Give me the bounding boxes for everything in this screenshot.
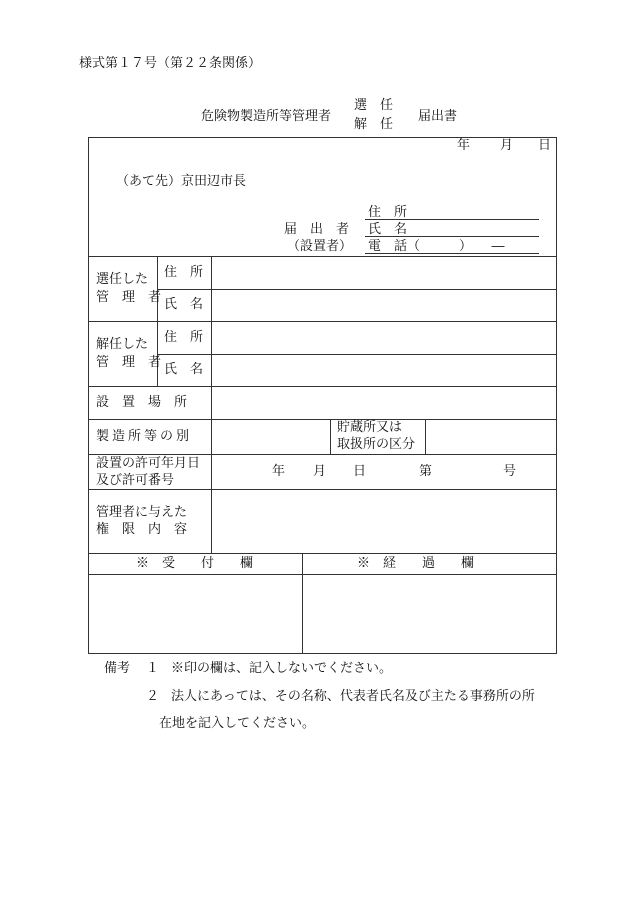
authority-label-2: 権 限 内 容 xyxy=(96,522,188,537)
addressee: （あて先）京田辺市長 xyxy=(116,174,247,189)
dismissed-manager-label-1: 解任した xyxy=(96,337,149,352)
notifier-address-field[interactable] xyxy=(365,219,539,220)
storage-class-label-2: 取扱所の区分 xyxy=(337,437,416,452)
appointed-name-field[interactable] xyxy=(212,290,556,320)
form-title-main: 危険物製造所等管理者 xyxy=(201,109,332,124)
title-option-appoint: 選 任 xyxy=(354,98,394,113)
notifier-role: （設置者） xyxy=(287,239,353,254)
date-month-label: 月 xyxy=(500,138,514,153)
facility-type-label: 製造所等の別 xyxy=(96,429,193,444)
note-1: ※印の欄は、記入しないでください。 xyxy=(171,661,393,676)
date-day-label: 日 xyxy=(538,138,552,153)
appointed-manager-label-2: 管 理 者 xyxy=(96,290,162,305)
reception-box xyxy=(89,575,301,653)
storage-class-label-1: 貯蔵所又は xyxy=(337,420,403,435)
reception-header: ※ 受 付 欄 xyxy=(136,556,254,571)
notifier-name-field[interactable] xyxy=(365,236,539,237)
permit-day-label: 日 xyxy=(353,464,367,479)
authority-label-1: 管理者に与えた xyxy=(96,505,188,520)
dismissed-address-label: 住 所 xyxy=(164,330,204,345)
dismissed-name-label: 氏 名 xyxy=(164,362,204,377)
title-suffix: 届出書 xyxy=(418,109,458,124)
permit-label-1: 設置の許可年月日 xyxy=(96,456,201,471)
notifier-label: 届 出 者 xyxy=(284,222,350,237)
permit-number-prefix: 第 xyxy=(419,464,433,479)
facility-type-field[interactable] xyxy=(212,420,329,453)
permit-year-label: 年 xyxy=(272,464,286,479)
notifier-phone-field[interactable] xyxy=(365,253,539,254)
note-2-number: ２ xyxy=(146,689,160,704)
notifier-phone-label: 電 話（ ） ― xyxy=(368,239,505,254)
notifier-address-label: 住 所 xyxy=(368,205,408,220)
permit-number-suffix: 号 xyxy=(503,464,517,479)
dismissed-name-field[interactable] xyxy=(212,355,556,385)
note-2-line-1: 法人にあっては、その名称、代表者氏名及び主たる事務所の所 xyxy=(171,689,535,704)
location-field[interactable] xyxy=(212,387,556,418)
storage-class-field[interactable] xyxy=(426,420,556,453)
form-number: 様式第１７号（第２２条関係） xyxy=(79,56,262,71)
title-option-dismiss: 解 任 xyxy=(354,117,394,132)
authority-field[interactable] xyxy=(212,490,556,552)
notifier-name-label: 氏 名 xyxy=(368,222,408,237)
notes-label: 備考 xyxy=(104,661,131,676)
date-year-label: 年 xyxy=(457,138,471,153)
dismissed-manager-label-2: 管 理 者 xyxy=(96,355,162,370)
progress-box xyxy=(303,575,556,653)
location-label: 設 置 場 所 xyxy=(96,395,188,410)
appointed-address-field[interactable] xyxy=(212,257,556,288)
note-1-number: １ xyxy=(146,661,160,676)
permit-month-label: 月 xyxy=(313,464,327,479)
appointed-manager-label-1: 選任した xyxy=(96,272,149,287)
appointed-name-label: 氏 名 xyxy=(164,297,204,312)
permit-label-2: 及び許可番号 xyxy=(96,473,175,488)
appointed-address-label: 住 所 xyxy=(164,265,204,280)
note-2-line-2: 在地を記入してください。 xyxy=(159,716,316,731)
dismissed-address-field[interactable] xyxy=(212,322,556,353)
progress-header: ※ 経 過 欄 xyxy=(357,556,475,571)
